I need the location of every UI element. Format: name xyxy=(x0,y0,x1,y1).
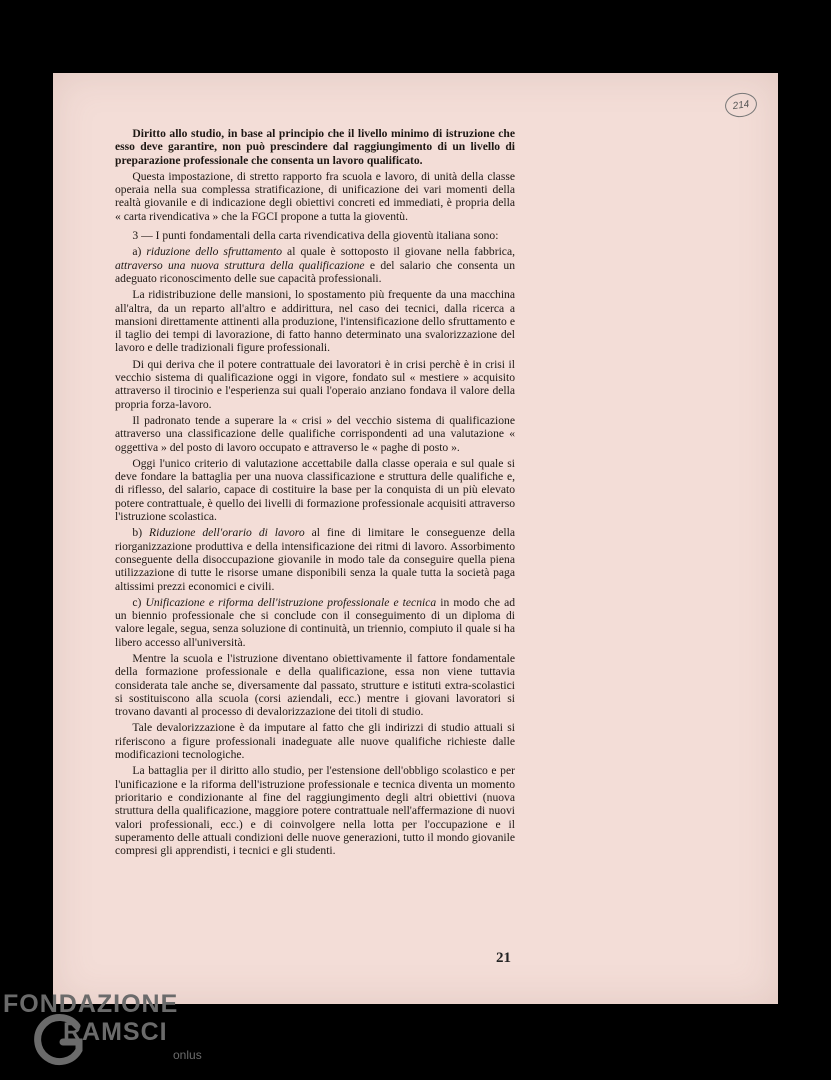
logo-line-2: RAMSCI xyxy=(63,1018,168,1046)
paragraph-8: Mentre la scuola e l'istruzione diventano obiettivamente il fattore fondamentale della formazione professionale e della qualificazione, essa non viene tuttavia considerata tale anche se, diversamente dal passato, strutture e istituti extra-scolastici si sostituiscono alla scuola (corsi aziendali, ecc.) mentre i giovani lavoratori si trovano davanti al processo di devalorizzazione dei titoli di studio. xyxy=(115,651,515,719)
point-b-end: al fine di limitare le conseguenze della riorganizzazione produttiva e della intensificazione dei ritmi di lavoro. Assorbimento conseguente della disoccupazione giovanile in modo tale da conseguire quella piena utilizzazione di tutte le risorse umane disponibili senza la quale tutta la società paga altissimi prezzi economici e civili. xyxy=(115,526,515,593)
point-c xyxy=(115,596,515,649)
paragraph-3: 3 — I punti fondamentali della carta rivendicativa della gioventù italiana sono: xyxy=(132,229,499,243)
paragraph-2: Questa impostazione, di stretto rapporto fra scuola e lavoro, di unità della classe operaia nella sua complessa stratificazione, di unificazione dei vari momenti della realtà giovanile e di indicazione degli obiettivi concreti ed immediati, è propria della « carta rivendicativa » che la FGCI propone a tutta la gioventù. xyxy=(115,169,515,223)
point-a-mid: al quale è sottoposto il giovane nella fabbrica, xyxy=(282,245,515,259)
point-c-end: in modo che ad un biennio professionale che si conclude con il conseguimento di un diploma di valore legale, segua, senza soluzione di continuità, un triennio, compiuto il quale si ha libero accesso all'università. xyxy=(115,595,516,649)
logo-subtitle: onlus xyxy=(173,1048,202,1062)
paragraph-9: Tale devalorizzazione è da imputare al fatto che gli indirizzi di studio attuali si riferiscono a figure professionali inadeguate alle nuove qualifiche richieste dalle modificazioni tecnologiche. xyxy=(115,721,515,762)
point-a-italic-2: attraverso una nuova struttura della qualificazione xyxy=(115,258,365,272)
paragraph-1: Diritto allo studio, in base al principio che il livello minimo di istruzione che esso deve garantire, non può prescindere dal raggiungimento di un livello di preparazione professionale che consenta un lavoro qualificato. xyxy=(115,127,515,167)
paragraph-5: Di qui deriva che il potere contrattuale dei lavoratori è in crisi perchè è in crisi il vecchio sistema di qualificazione oggi in vigore, fondato sul « mestiere » acquisito attraverso il tirocinio e l'esperienza sui quali l'operaio anziano fondava il valore della propria forza-lavoro. xyxy=(115,357,515,411)
point-c-prefix: c) xyxy=(132,595,146,609)
point-a-prefix: a) xyxy=(132,245,147,259)
point-b-italic: Riduzione dell'orario di lavoro xyxy=(149,526,305,540)
point-b xyxy=(115,526,515,592)
page-number: 21 xyxy=(496,950,511,966)
paragraph-6: Il padronato tende a superare la « crisi » del vecchio sistema di qualificazione attraverso una classificazione delle qualifiche corrispondenti ad una valutazione « oggettiva » del posto di lavoro occupato e attraverso le « paghe di posto ». xyxy=(115,413,515,454)
point-a xyxy=(115,245,515,285)
paragraph-10: La battaglia per il diritto allo studio, per l'estensione dell'obbligo scolastico e per l'unificazione e la riforma dell'istruzione professionale e tecnica diventa un momento prioritario e condizionante al fine del raggiungimento degli altri obiettivi (nuova struttura della qualificazione, maggiore potere contrattuale nell'affermazione di nuovi valori professionali, ecc.) e di coinvolgere nella lotta per l'occupazione e il superamento delle attuali condizioni delle nuove generazioni, tutto il mondo giovanile compresi gli apprendisti, i tecnici e gli studenti. xyxy=(115,764,515,858)
paragraph-7: Oggi l'unico criterio di valutazione accettabile dalla classe operaia e sul quale si deve fondare la battaglia per una nuova classificazione e struttura delle qualifiche e, di riflesso, del salario, capace di costituire la base per la conquista di un più elevato potere contrattuale, è quello dei livelli di formazione professionale acquisiti attraverso l'istruzione scolastica. xyxy=(115,456,515,524)
point-a-end: e del salario che consenta un adeguato riconoscimento delle sue capacità professionali. xyxy=(115,258,515,285)
point-b-prefix: b) xyxy=(132,526,150,540)
watermark-logo xyxy=(3,990,213,1075)
logo-line-1: FONDAZIONE xyxy=(3,990,179,1018)
document-body xyxy=(115,127,515,860)
point-c-italic: Unificazione e riforma dell'istruzione professionale e tecnica xyxy=(145,595,437,609)
point-a-italic-1: riduzione dello sfruttamento xyxy=(146,245,283,259)
document-page xyxy=(53,73,778,1004)
paragraph-4: La ridistribuzione delle mansioni, lo spostamento più frequente da una macchina all'altra, da un reparto all'altro e addirittura, nel caso dei tecnici, dalla ricerca a mansioni direttamente attinenti alla produzione, l'intensificazione dello sfruttamento e il taglio dei tempi di lavorazione, di fatto hanno determinato una svalorizzazione del lavoro e delle tradizionali figure professionali. xyxy=(115,288,515,355)
handwritten-reference-mark: 214 xyxy=(723,91,758,119)
